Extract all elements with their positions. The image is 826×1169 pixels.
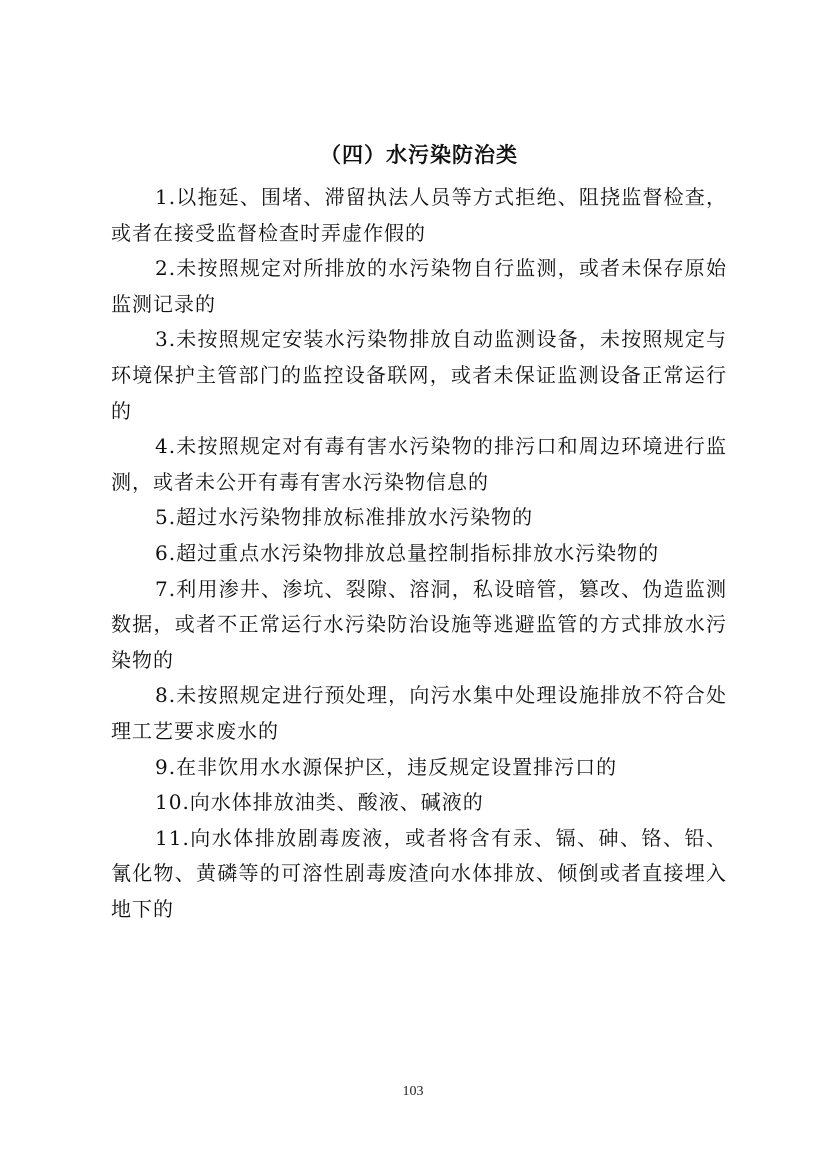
list-item: 3.未按照规定安装水污染物排放自动监测设备，未按照规定与环境保护主管部门的监控设备联网，或者未保证监测设备正常运行的 [111, 327, 727, 423]
list-item: 9.在非饮用水水源保护区，违反规定设置排污口的 [155, 754, 618, 779]
list-item: 7.利用渗井、渗坑、裂隙、溶洞，私设暗管，篡改、伪造监测数据，或者不正常运行水污染防治设施等逃避监管的方式排放水污染物的 [111, 576, 727, 672]
list-item: 4.未按照规定对有毒有害水污染物的排污口和周边环境进行监测，或者未公开有毒有害水污染物信息的 [111, 434, 727, 494]
page-number: 103 [402, 1084, 424, 1099]
section-heading: （四）水污染防治类 [320, 143, 518, 167]
list-item: 10.向水体排放油类、酸液、碱液的 [155, 790, 484, 815]
list-item: 11.向水体排放剧毒废液，或者将含有汞、镉、砷、铬、铅、氰化物、黄磷等的可溶性剧毒废渣向水体排放、倾倒或者直接埋入地下的 [111, 825, 727, 921]
list-item: 2.未按照规定对所排放的水污染物自行监测，或者未保存原始监测记录的 [111, 256, 727, 316]
document-body [111, 138, 727, 927]
list-item: 5.超过水污染物排放标准排放水污染物的 [155, 505, 534, 530]
list-item: 1.以拖延、围堵、滞留执法人员等方式拒绝、阻挠监督检查，或者在接受监督检查时弄虚作假的 [111, 185, 727, 245]
list-item: 8.未按照规定进行预处理，向污水集中处理设施排放不符合处理工艺要求废水的 [111, 683, 727, 743]
list-item: 6.超过重点水污染物排放总量控制指标排放水污染物的 [155, 540, 660, 565]
